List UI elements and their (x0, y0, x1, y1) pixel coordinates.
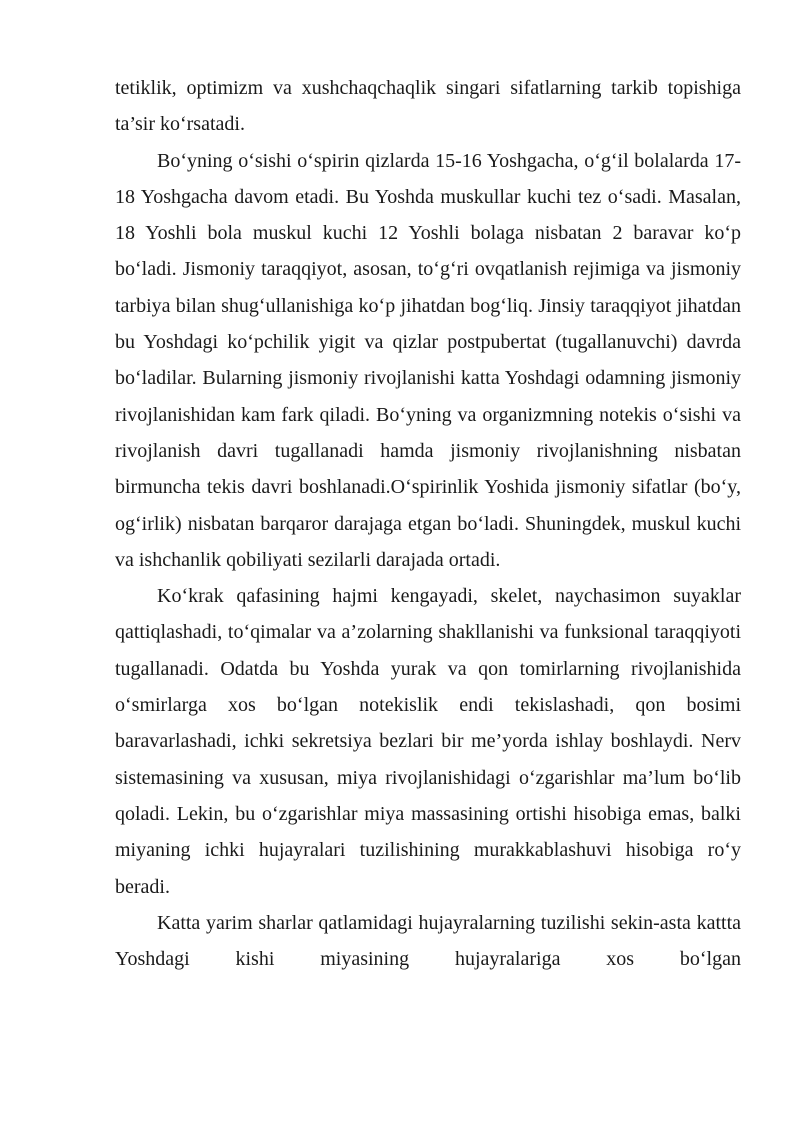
paragraph-4: Katta yarim sharlar qatlamidagi hujayralarning tuzilishi sekin-asta kattta Yoshdagi kishi miyasining hujayralariga xos bo‘lgan (115, 911, 741, 971)
document-page (115, 70, 741, 977)
paragraph-3: Ko‘krak qafasining hajmi kengayadi, skelet, naychasimon suyaklar qattiqlashadi, to‘qimalar va a’zolarning shakllanishi va funksional taraqqiyoti tugallanadi. Odatda bu Yoshda yurak va qon tomirlarning rivojlanishida o‘smirlarga xos bo‘lgan notekislik endi tekislashadi, qon bosimi baravarlashadi, ichki sekretsiya bezlari bir me’yorda ishlay boshlaydi. Nerv sistemasining va xususan, miya rivojlanishidagi o‘zgarishlar ma’lum bo‘lib qoladi. Lekin, bu o‘zgarishlar miya massasining ortishi hisobiga emas, balki miyaning ichki hujayralari tuzilishining murakkablashuvi hisobiga ro‘y beradi. (115, 585, 741, 898)
paragraph-1: tetiklik, optimizm va xushchaqchaqlik singari sifatlarning tarkib topishiga ta’sir ko‘rsatadi. (115, 77, 741, 136)
paragraph-2: Bo‘yning o‘sishi o‘spirin qizlarda 15-16 Yoshgacha, o‘g‘il bolalarda 17-18 Yoshgacha davom etadi. Bu Yoshda muskullar kuchi tez o‘sadi. Masalan, 18 Yoshli bola muskul kuchi 12 Yoshli bolaga nisbatan 2 baravar ko‘p bo‘ladi. Jismoniy taraqqiyot, asosan, to‘g‘ri ovqatlanish rejimiga va jismoniy tarbiya bilan shug‘ullanishiga ko‘p jihatdan bog‘liq. Jinsiy taraqqiyot jihatdan bu Yoshdagi ko‘pchilik yigit va qizlar postpubertat (tugallanuvchi) davrda bo‘ladilar. Bularning jismoniy rivojlanishi katta Yoshdagi odamning jismoniy rivojlanishidan kam fark qiladi. Bo‘yning va organizmning notekis o‘sishi va rivojlanish davri tugallanadi hamda jismoniy rivojlanishning nisbatan birmuncha tekis davri boshlanadi.O‘spirinlik Yoshida jismoniy sifatlar (bo‘y, og‘irlik) nisbatan barqaror darajaga etgan bo‘ladi. Shuningdek, muskul kuchi va ishchanlik qobiliyati sezilarli darajada ortadi. (115, 149, 741, 571)
